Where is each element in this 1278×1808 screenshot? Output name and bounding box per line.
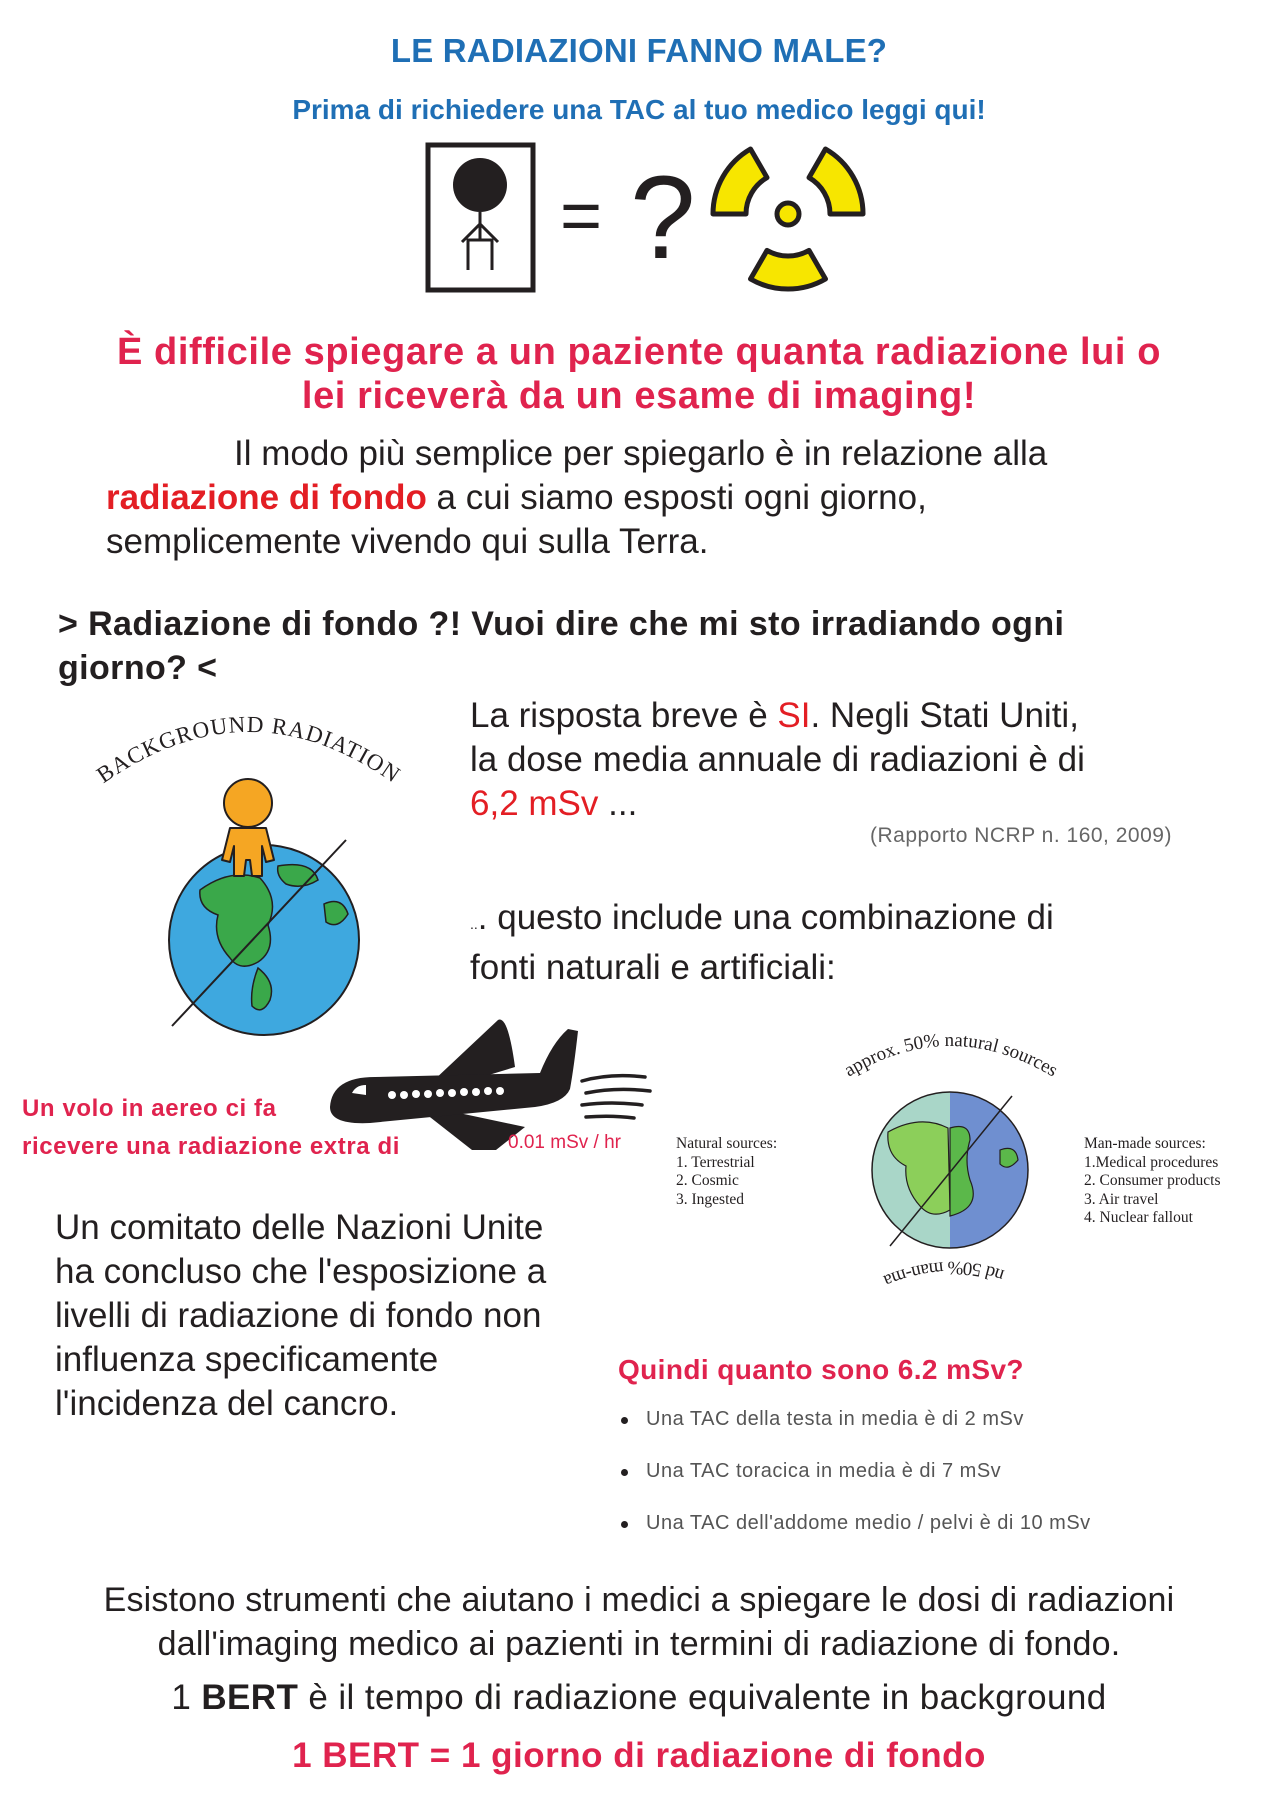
flight-text: Un volo in aereo ci fa ricevere una radiazione extra di [22, 1095, 401, 1160]
comparison-list [618, 1408, 1091, 1564]
annual-dose-value: 6,2 mSv [470, 784, 599, 823]
headline-line-1: È difficile spiegare a un paziente quanta radiazione lui o [116, 331, 1162, 373]
radiation-trefoil-icon [713, 149, 863, 289]
yes-highlight: SI [777, 696, 811, 735]
page-title: LE RADIAZIONI FANNO MALE? [390, 32, 888, 69]
citation: (Rapporto NCRP n. 160, 2009) [870, 824, 1172, 847]
list-item: Una TAC toracica in media è di 7 mSv [618, 1460, 1091, 1512]
headline-line-2: lei riceverà da un esame di imaging! [301, 375, 977, 417]
answer-line-2: la dose media annuale di radiazioni è di [470, 740, 1085, 779]
bert-equation: 1 BERT = 1 giorno di radiazione di fondo [292, 1736, 986, 1775]
earth-globe-icon [169, 840, 359, 1035]
natural-sources-list: Natural sources: 1. Terrestrial 2. Cosmic 3. Ingested [676, 1135, 778, 1208]
intro-line-3: semplicemente vivendo qui sulla Terra. [106, 522, 709, 561]
includes-line-1: ... questo include una combinazione di [470, 898, 1054, 937]
page-subtitle: Prima di richiedere una TAC al tuo medico leggi qui! [292, 94, 986, 125]
includes-line-2: fonti naturali e artificiali: [470, 948, 836, 987]
headline [0, 330, 1278, 418]
natural-arc-label: approx. 50% natural sources [840, 1029, 1062, 1082]
comparison-heading: Quindi quanto sono 6.2 mSv? [618, 1354, 1024, 1385]
flight-rate: 0.01 mSv / hr [508, 1132, 621, 1153]
answer-line-1: La risposta breve è SI. Negli Stati Uniti, [470, 696, 1079, 735]
list-item: Una TAC dell'addome medio / pelvi è di 10 mSv [618, 1512, 1091, 1564]
background-radiation-graphic [80, 700, 420, 1040]
intro-line-1: Il modo più semplice per spiegarlo è in relazione alla [234, 434, 1048, 473]
intro-paragraph [106, 432, 1206, 564]
answer-line-3: 6,2 mSv ... [470, 784, 638, 823]
manmade-sources-list: Man-made sources: 1.Medical procedures 2. Consumer products 3. Air travel 4. Nuclear fallout [1084, 1135, 1221, 1226]
sources-graphic [820, 1010, 1080, 1300]
person-frame-icon [428, 145, 533, 290]
includes-text [470, 896, 1230, 990]
bert-term: BERT [201, 1678, 299, 1717]
list-item: Una TAC della testa in media è di 2 mSv [618, 1408, 1091, 1460]
bert-definition: 1 BERT è il tempo di radiazione equivalente in background [171, 1678, 1107, 1717]
background-radiation-arc-label: BACKGROUND RADIATION [92, 711, 406, 788]
equals-sign: = [560, 176, 603, 256]
intro-line-2: radiazione di fondo a cui siamo esposti ogni giorno, [106, 478, 927, 517]
question-heading: > Radiazione di fondo ?! Vuoi dire che mi sto irradiando ogni giorno? < [58, 605, 1065, 687]
manmade-arc-label: nd 50% man-ma [880, 1256, 1007, 1292]
half-globe-icon [870, 1090, 1030, 1250]
background-radiation-highlight: radiazione di fondo [106, 478, 427, 517]
tools-paragraph: Esistono strumenti che aiutano i medici a spiegare le dosi di radiazioni dall'imaging medico ai pazienti in termini di radiazione di fondo. [103, 1581, 1175, 1663]
answer-block [470, 694, 1230, 826]
intro-graphic [420, 140, 880, 300]
un-committee-text: Un comitato delle Nazioni Unite ha concluso che l'esposizione a livelli di radiazione di fondo non influenza specificamente l'incidenza del cancro. [55, 1208, 547, 1423]
question-mark: ? [630, 152, 696, 284]
